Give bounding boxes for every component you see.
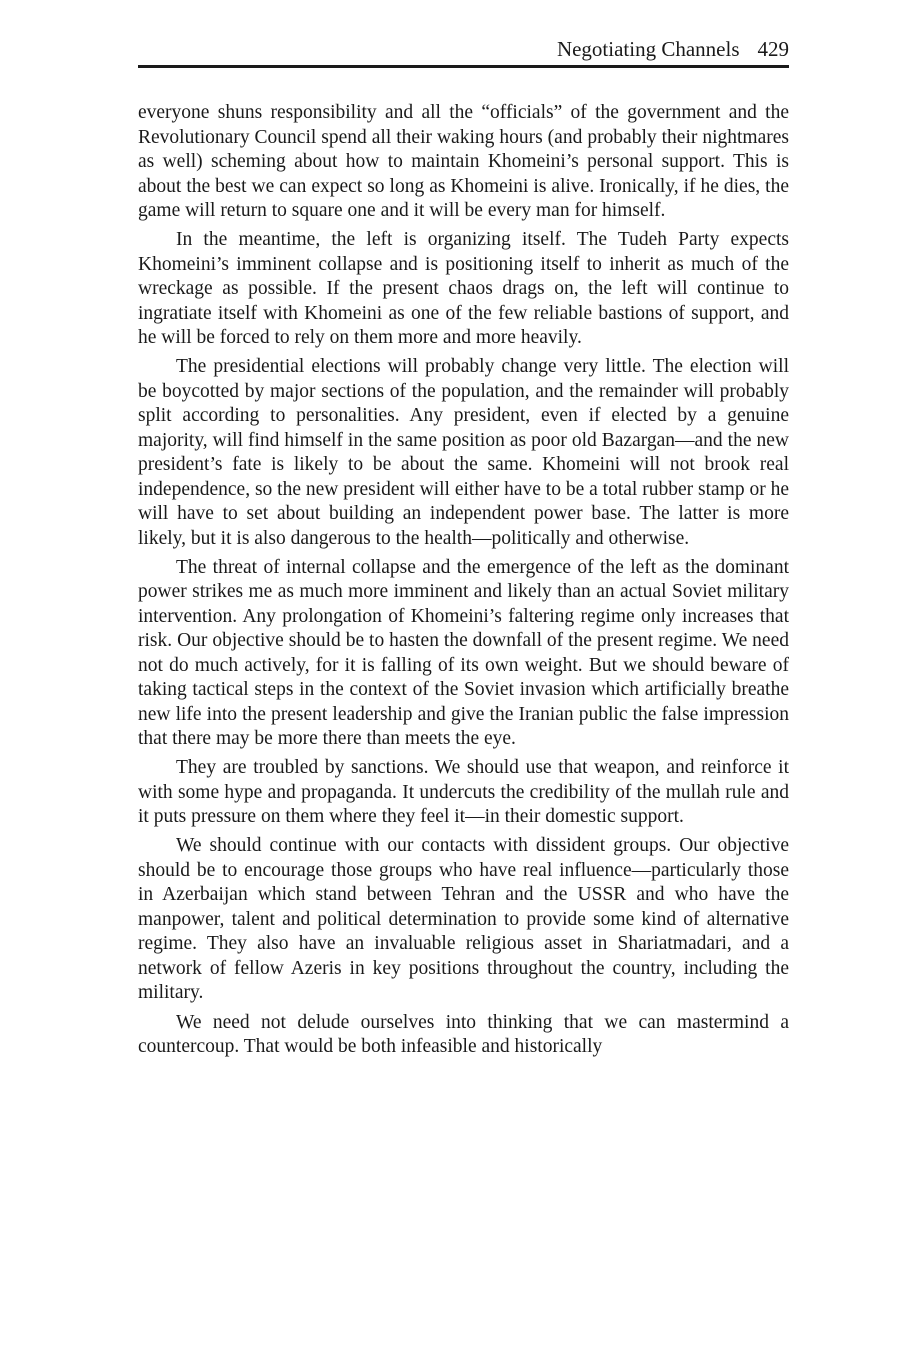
paragraph-6: We should continue with our contacts with dissident groups. Our objective should be to encourage those groups who have real influence—particularly those in Azerbaijan which stand between Tehran and the USSR and who have the manpower, talent and political determination to provide some kind of alternative regime. They also have an invaluable religious asset in Shariatmadari, and a network of fellow Azeris in key positions throughout the country, including the military.: [138, 835, 789, 1004]
page-number: 429: [757, 37, 789, 61]
running-head: [557, 36, 789, 62]
running-head-title: Negotiating Channels: [556, 37, 740, 61]
paragraph-4: The threat of internal collapse and the emergence of the left as the dominant power strikes me as much more imminent and likely than an actual Soviet military intervention. Any prolongation of Khomeini’s faltering regime only increases that risk. Our objective should be to hasten the downfall of the present regime. We need not do much actively, for it is falling of its own weight. But we should beware of taking tactical steps in the context of the Soviet invasion which artificially breathe new life into the present leadership and give the Iranian public the false impression that there may be more there than meets the eye.: [138, 556, 789, 750]
body-text: [138, 101, 789, 1064]
paragraph-1: everyone shuns responsibility and all the “officials” of the government and the Revolutionary Council spend all their waking hours (and probably their nightmares as well) scheming about how to maintain Khomeini’s personal support. This is about the best we can expect so long as Khomeini is alive. Ironically, if he dies, the game will return to square one and it will be every man for himself.: [138, 102, 789, 221]
paragraph-5: They are troubled by sanctions. We should use that weapon, and reinforce it with some hype and propaganda. It undercuts the credibility of the mullah rule and it puts pressure on them where they feel it—in their domestic support.: [138, 757, 789, 828]
paragraph-2: In the meantime, the left is organizing itself. The Tudeh Party expects Khomeini’s imminent collapse and is positioning itself to inherit as much of the wreckage as possible. If the present chaos drags on, the left will continue to ingratiate itself with Khomeini as one of the few reliable bastions of support, and he will be forced to rely on them more and more heavily.: [138, 229, 789, 349]
paragraph-7: We need not delude ourselves into thinking that we can mastermind a countercoup. That would be both infeasible and historically: [138, 1011, 789, 1058]
page-header: [138, 36, 789, 68]
paragraph-3: The presidential elections will probably change very little. The election will be boycotted by major sections of the population, and the remainder will probably split according to personalities. Any president, even if elected by a genuine majority, will find himself in the same position as poor old Bazargan—and the new president’s fate is likely to be about the same. Khomeini will not brook real independence, so the new president will either have to be a total rubber stamp or he will have to set about building an independent power base. The latter is more likely, but it is also dangerous to the health—politically and otherwise.: [138, 356, 789, 549]
